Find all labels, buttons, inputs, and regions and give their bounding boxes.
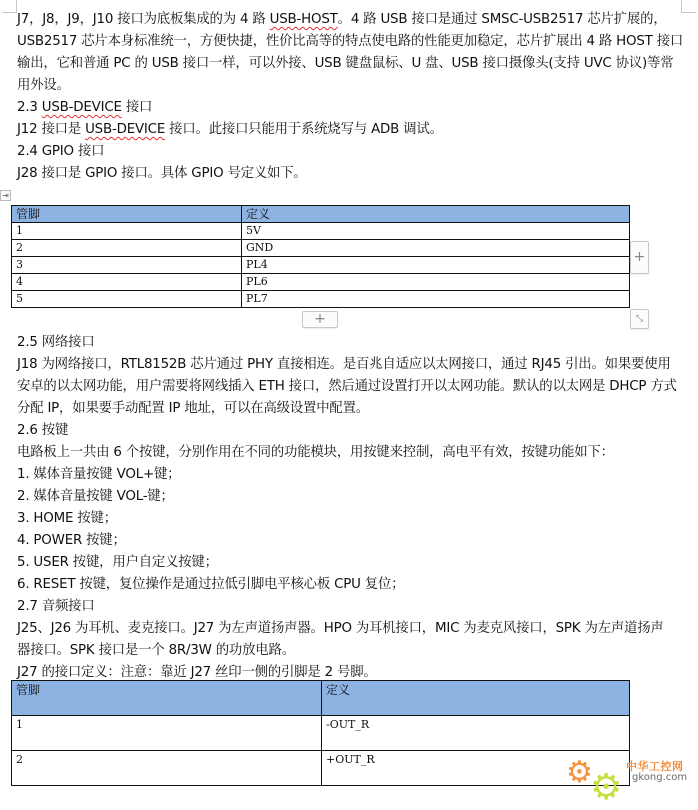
audio-paragraph-line-1: J25、J26 为耳机、麦克接口。J27 为左声道扬声器。HPO 为耳机接口，MIC 为麦克风接口，SPK 为左声道扬声	[17, 621, 664, 636]
keys-list-item: 5. USER 按键，用户自定义按键；	[17, 555, 218, 570]
usb-host-paragraph-line-2: USB2517 芯片本身标准统一，方便快捷，性价比高等的特点使电路的性能更加稳定，芯片扩展出 4 路 HOST 接口	[17, 34, 684, 49]
audio-paragraph-line-2: 器接口。SPK 接口是一个 8R/3W 的功放电路。	[17, 643, 295, 658]
header-cell-definition[interactable]: 定义	[322, 681, 630, 716]
cell-definition[interactable]: PL4	[242, 257, 630, 274]
cell-definition[interactable]: -OUT_R	[322, 716, 630, 751]
gpio-table	[11, 205, 630, 308]
resize-arrows-icon: ⤡	[635, 314, 644, 324]
cell-definition[interactable]: GND	[242, 240, 630, 257]
table-row	[12, 716, 630, 751]
watermark-url-text: gkong.com	[632, 772, 688, 783]
cell-definition[interactable]: PL6	[242, 274, 630, 291]
margin-mark-top-right	[681, 0, 696, 13]
cell-pin[interactable]: 3	[12, 257, 242, 274]
heading-gpio: 2.4 GPIO 接口	[17, 144, 105, 159]
cell-definition[interactable]: 5V	[242, 223, 630, 240]
spellcheck-flag[interactable]: USB-DEVICE	[85, 122, 166, 137]
cell-pin[interactable]: 1	[12, 716, 322, 751]
keys-list-item: 4. POWER 按键；	[17, 533, 126, 548]
keys-list-item: 2. 媒体音量按键 VOL-键；	[17, 489, 174, 504]
table-row	[12, 223, 630, 240]
add-column-button[interactable]	[630, 241, 649, 274]
keys-list-item: 6. RESET 按键，复位操作是通过拉低引脚电平核心板 CPU 复位；	[17, 577, 405, 592]
j27-table	[11, 680, 630, 790]
table-resize-handle[interactable]	[630, 309, 649, 329]
heading-keys: 2.6 按键	[17, 423, 69, 438]
margin-mark-top-left	[2, 0, 17, 13]
cell-pin[interactable]: 1	[12, 223, 242, 240]
usb-host-paragraph-line-3: 输出，它和普通 PC 的 USB 接口一样，可以外接、USB 键盘鼠标、U 盘、USB 接口摄像头(支持 UVC 协议)等常	[17, 56, 674, 71]
keys-intro: 电路板上一共由 6 个按键，分别作用在不同的功能模块，用按键来控制，高电平有效，按键功能如下：	[17, 445, 614, 460]
watermark	[560, 752, 698, 810]
heading-audio: 2.7 音频接口	[17, 599, 95, 614]
cell-definition[interactable]: PL7	[242, 291, 630, 308]
gear-icon: ⚙	[590, 767, 623, 808]
usb-host-paragraph-line-1: J7，J8，J9，J10 接口为底板集成的为 4 路 USB-HOST。4 路 USB 接口是通过 SMSC-USB2517 芯片扩展的，	[17, 12, 667, 27]
header-cell-definition[interactable]: 定义	[242, 206, 630, 223]
header-cell-pin[interactable]: 管脚	[12, 206, 242, 223]
table-row	[12, 291, 630, 308]
heading-network: 2.5 网络接口	[17, 335, 95, 350]
plus-icon: +	[314, 311, 326, 327]
gear-icon: ⚙	[566, 755, 593, 790]
table-row	[12, 240, 630, 257]
table-row	[12, 274, 630, 291]
j27-description: J27 的接口定义：注意：靠近 J27 丝印一侧的引脚是 2 号脚。	[17, 665, 377, 680]
network-paragraph-line-1: J18 为网络接口，RTL8152B 芯片通过 PHY 直接相连。是百兆自适应以太网接口，通过 RJ45 引出。如果要使用	[17, 357, 671, 372]
keys-list-item: 1. 媒体音量按键 VOL+键；	[17, 467, 181, 482]
network-paragraph-line-2: 安卓的以太网功能，用户需要将网线插入 ETH 接口，然后通过设置打开以太网功能。默认的以太网是 DHCP 方式	[17, 379, 677, 394]
keys-list-item: 3. HOME 按键；	[17, 511, 117, 526]
add-row-button[interactable]	[302, 311, 338, 328]
header-cell-pin[interactable]: 管脚	[12, 681, 322, 716]
cell-pin[interactable]: 2	[12, 751, 322, 786]
cell-definition[interactable]: +OUT_R	[322, 751, 630, 786]
table-move-handle-icon[interactable]: ⇥	[0, 190, 11, 201]
watermark-cn-text: 中华工控网	[626, 760, 684, 773]
heading-usb-device: 2.3 USB-DEVICE 接口	[17, 100, 153, 115]
table-header-row	[12, 681, 630, 716]
cell-pin[interactable]: 2	[12, 240, 242, 257]
plus-icon: +	[633, 249, 646, 265]
cell-pin[interactable]: 5	[12, 291, 242, 308]
usb-device-paragraph: J12 接口是 USB-DEVICE 接口。此接口只能用于系统烧写与 ADB 调试。	[17, 122, 443, 137]
gpio-paragraph: J28 接口是 GPIO 接口。具体 GPIO 号定义如下。	[17, 166, 307, 181]
table-header-row	[12, 206, 630, 223]
usb-host-paragraph-line-4: 用外设。	[17, 78, 70, 93]
spellcheck-flag[interactable]: USB-DEVICE	[41, 100, 122, 115]
cell-pin[interactable]: 4	[12, 274, 242, 291]
table-row	[12, 257, 630, 274]
network-paragraph-line-3: 分配 IP，如果要手动配置 IP 地址，可以在高级设置中配置。	[17, 401, 369, 416]
table-row	[12, 751, 630, 786]
spellcheck-flag[interactable]: USB-HOST	[269, 12, 338, 27]
